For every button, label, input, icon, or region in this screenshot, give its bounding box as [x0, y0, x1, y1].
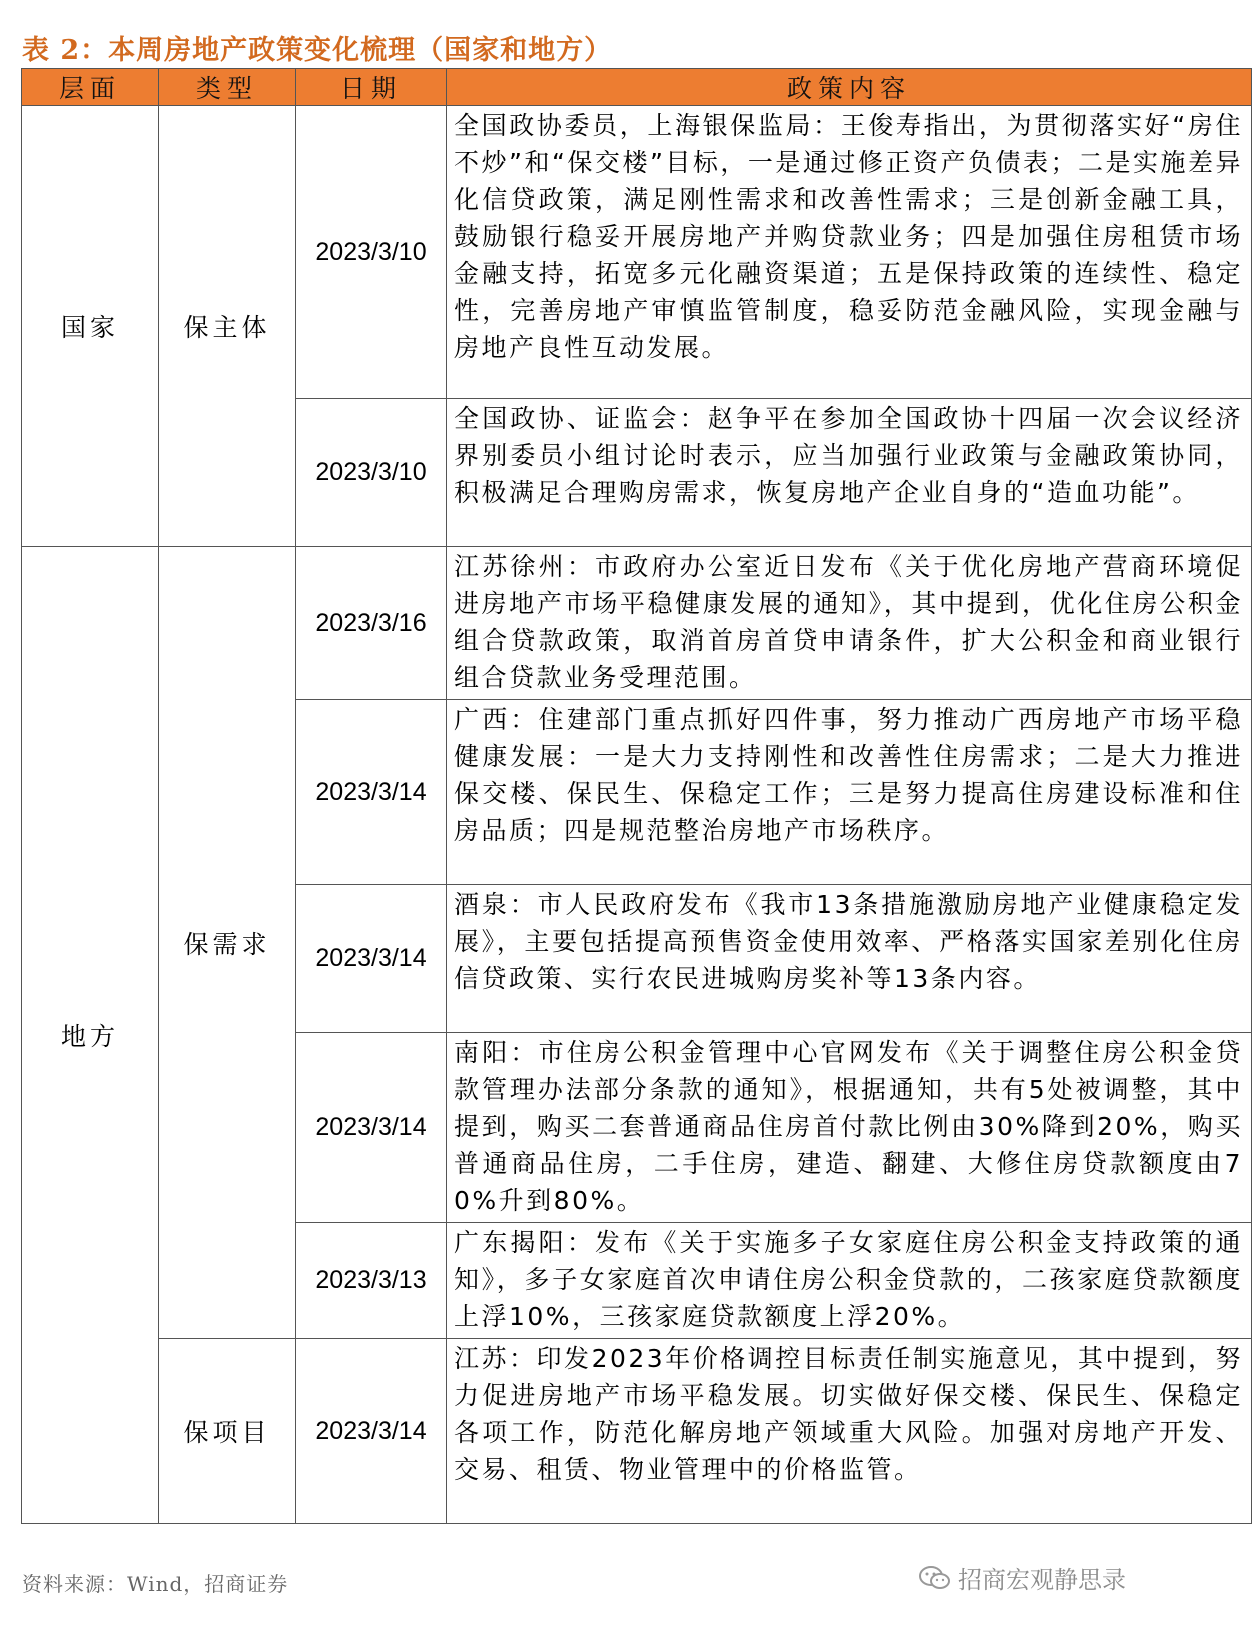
- header-type: 类型: [159, 69, 296, 106]
- source-note: 资料来源：Wind，招商证券: [22, 1572, 289, 1596]
- date-cell: 2023/3/14: [296, 700, 447, 885]
- content-cell: 全国政协、证监会：赵争平在参加全国政协十四届一次会议经济界别委员小组讨论时表示，应当加强行业政策与金融政策协同，积极满足合理购房需求，恢复房地产企业自身的“造血功能”。: [447, 399, 1252, 547]
- date-cell: 2023/3/10: [296, 106, 447, 399]
- policy-table: [21, 68, 1252, 1524]
- date-cell: 2023/3/16: [296, 547, 447, 700]
- header-content: 政策内容: [447, 69, 1252, 106]
- date-cell: 2023/3/13: [296, 1223, 447, 1339]
- table-row: [22, 106, 1252, 399]
- date-cell: 2023/3/14: [296, 1033, 447, 1223]
- date-cell: 2023/3/14: [296, 1339, 447, 1524]
- content-cell: 江苏：印发2023年价格调控目标责任制实施意见，其中提到，努力促进房地产市场平稳发展。切实做好保交楼、保民生、保稳定各项工作，防范化解房地产领域重大风险。加强对房地产开发、交易、租赁、物业管理中的价格监管。: [447, 1339, 1252, 1524]
- table-row: [22, 547, 1252, 700]
- watermark: [918, 1560, 1126, 1595]
- wechat-icon: [918, 1565, 952, 1591]
- table-row: [22, 1339, 1252, 1524]
- watermark-text: 招商宏观静思录: [958, 1566, 1126, 1594]
- type-cell: 保项目: [159, 1339, 296, 1524]
- content-cell: 广东揭阳：发布《关于实施多子女家庭住房公积金支持政策的通知》，多子女家庭首次申请住房公积金贷款的，二孩家庭贷款额度上浮10%，三孩家庭贷款额度上浮20%。: [447, 1223, 1252, 1339]
- level-cell: 国家: [22, 106, 159, 547]
- type-cell: 保主体: [159, 106, 296, 547]
- content-cell: 江苏徐州：市政府办公室近日发布《关于优化房地产营商环境促进房地产市场平稳健康发展的通知》，其中提到，优化住房公积金组合贷款政策，取消首房首贷申请条件，扩大公积金和商业银行组合贷款业务受理范围。: [447, 547, 1252, 700]
- type-cell: 保需求: [159, 547, 296, 1339]
- date-cell: 2023/3/14: [296, 885, 447, 1033]
- header-date: 日期: [296, 69, 447, 106]
- table-title: 表 2：本周房地产政策变化梳理（国家和地方）: [22, 35, 613, 66]
- content-cell: 广西：住建部门重点抓好四件事，努力推动广西房地产市场平稳健康发展：一是大力支持刚性和改善性住房需求；二是大力推进保交楼、保民生、保稳定工作；三是努力提高住房建设标准和住房品质；四是规范整治房地产市场秩序。: [447, 700, 1252, 885]
- content-cell: 全国政协委员，上海银保监局：王俊寿指出，为贯彻落实好“房住不炒”和“保交楼”目标，一是通过修正资产负债表；二是实施差异化信贷政策，满足刚性需求和改善性需求；三是创新金融工具，鼓励银行稳妥开展房地产并购贷款业务；四是加强住房租赁市场金融支持，拓宽多元化融资渠道；五是保持政策的连续性、稳定性，完善房地产审慎监管制度，稳妥防范金融风险，实现金融与房地产良性互动发展。: [447, 106, 1252, 399]
- date-cell: 2023/3/10: [296, 399, 447, 547]
- header-level: 层面: [22, 69, 159, 106]
- level-cell: 地方: [22, 547, 159, 1524]
- content-cell: 南阳：市住房公积金管理中心官网发布《关于调整住房公积金贷款管理办法部分条款的通知》，根据通知，共有5处被调整，其中提到，购买二套普通商品住房首付款比例由30%降到20%，购买普通商品住房，二手住房，建造、翻建、大修住房贷款额度由70%升到80%。: [447, 1033, 1252, 1223]
- content-cell: 酒泉：市人民政府发布《我市13条措施激励房地产业健康稳定发展》，主要包括提高预售资金使用效率、严格落实国家差别化住房信贷政策、实行农民进城购房奖补等13条内容。: [447, 885, 1252, 1033]
- table-header-row: [22, 69, 1252, 106]
